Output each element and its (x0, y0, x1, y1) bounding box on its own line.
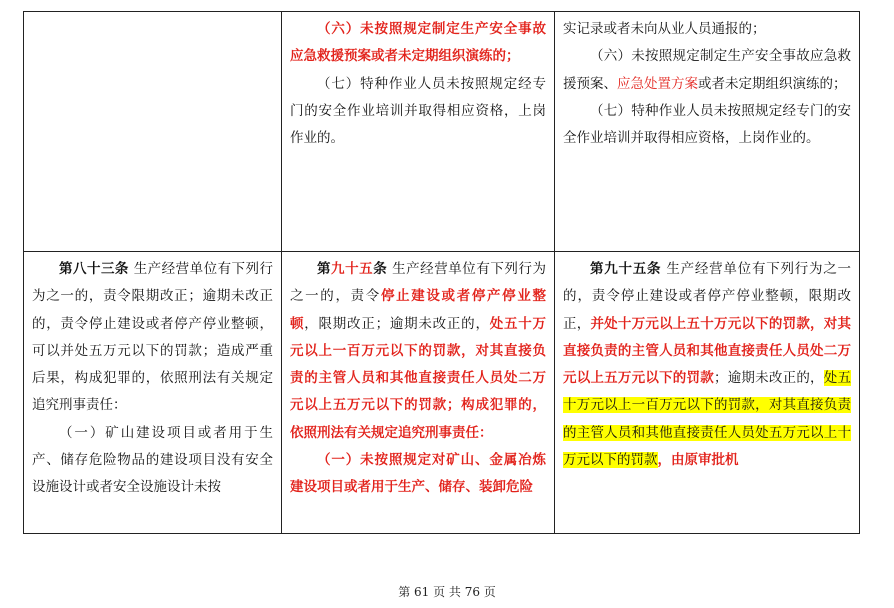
article-paragraph: 第九十五条 生产经营单位有下列行为之一的，责令停止建设或者停产停业整顿，限期改正；逾期未改正的，处五十万元以上一百万元以下的罚款，对其直接负责的主管人员和其他直接责任人员处二万元以上五万元以下的罚款；构成犯罪的，依照刑法有关规定追究刑事责任： (290, 261, 547, 441)
article-paragraph: 第九十五条 生产经营单位有下列行为之一的，责令停止建设或者停产停业整顿，限期改正，并处十万元以上五十万元以下的罚款，对其直接负责的主管人员和其他直接责任人员处二万元以上五万元以下的罚款；逾期未改正的，处五十万元以上一百万元以下的罚款，对其直接负责的主管人员和其他直接责任人员处五万元以上十万元以下的罚款，由原审批机 (563, 261, 852, 469)
clause-item-1: （一）未按照规定对矿山、金属冶炼建设项目或者用于生产、储存、装卸危险 (290, 452, 546, 496)
table-row (24, 252, 860, 534)
clause-item-6: （六）未按照规定制定生产安全事故应急救援预案或者未定期组织演练的； (290, 21, 546, 65)
article-title: 第九十五条 (590, 261, 662, 277)
table-cell-revised (555, 252, 860, 534)
table-cell-draft (282, 252, 555, 534)
table-cell-draft (282, 12, 555, 252)
table-cell-original-empty (24, 12, 282, 252)
clause-item-7: （七）特种作业人员未按照规定经专门的安全作业培训并取得相应资格，上岗作业的。 (563, 102, 851, 147)
table-cell-revised (555, 12, 860, 252)
page-number: 第 61 页 共 76 页 (398, 585, 496, 599)
highlighted-text: 处五十万元以上一百万元以下的罚款，对其直接负责的主管人员和其他直接责任人员处五万元以上十万元以下的罚款 (563, 370, 852, 469)
article-title: 第八十三条 (59, 261, 129, 277)
clause-item-1: （一）矿山建设项目或者用于生产、储存危险物品的建设项目没有安全设施设计或者安全设施设计未按 (32, 424, 273, 496)
clause-continuation: 实记录或者未向从业人员通报的； (563, 21, 766, 37)
added-text: 应急处置方案 (617, 75, 698, 92)
law-comparison-table (23, 11, 860, 534)
article-number-changed: 九十五 (331, 261, 374, 277)
clause-item-7: （七）特种作业人员未按照规定经专门的安全作业培训并取得相应资格，上岗作业的。 (290, 75, 546, 147)
article-paragraph: 第八十三条 生产经营单位有下列行为之一的，责令限期改正；逾期未改正的，责令停止建设或者停产停业整顿，可以并处五万元以下的罚款；造成严重后果，构成犯罪的，依照刑法有关规定追究刑事责任： (32, 261, 274, 414)
clause-item-6: （六）未按照规定制定生产安全事故应急救援预案、应急处置方案或者未定期组织演练的； (563, 48, 851, 92)
table-row (24, 12, 860, 252)
table-cell-original (24, 252, 282, 534)
